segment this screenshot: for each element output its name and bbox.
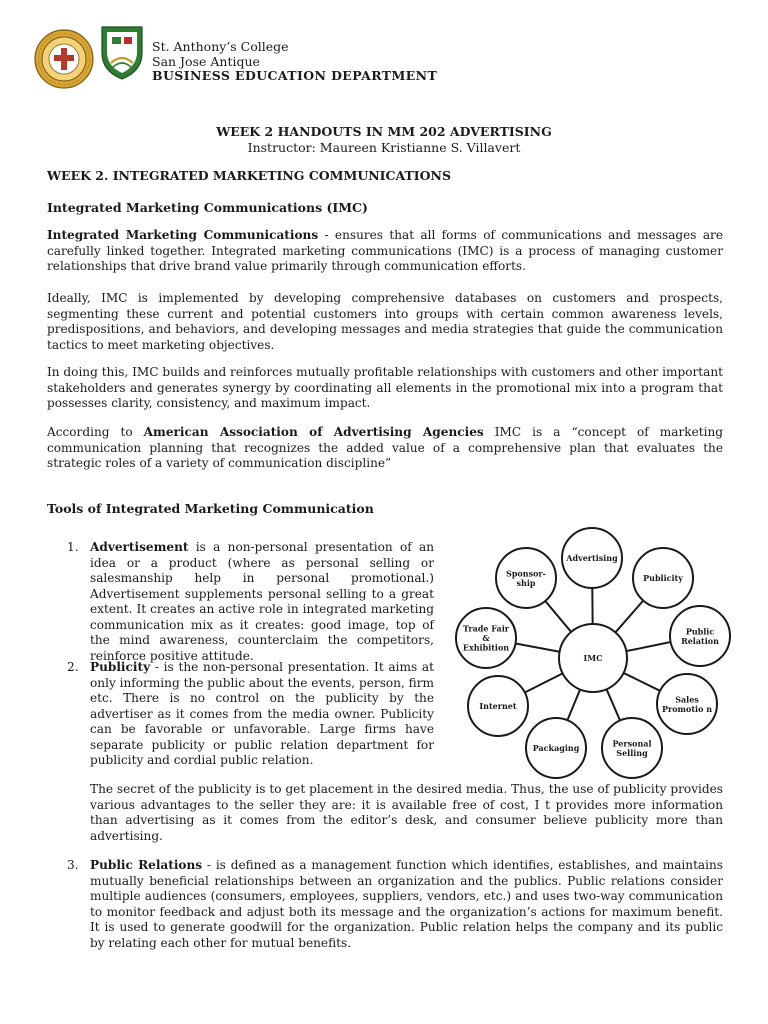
list-number: 2. bbox=[67, 660, 79, 674]
publicity-continuation: The secret of the publicity is to get placement in the desired media. Thus, the use of publicity provides various advantages to the seller they are: it is available free of cost, I t provides more information than advertising as it comes from the editor’s desk, and consumer believe publicity more than advertising. bbox=[90, 782, 723, 843]
diagram-node-label: & bbox=[482, 633, 490, 643]
diagram-spoke bbox=[624, 673, 661, 691]
list-item-public-relations: Public Relations - is defined as a management function which identifies, establishes, and maintains mutually beneficial relationships between an organization and the publics. Public relations consider multiple audiences (consumers, employees, suppliers, vendors, etc.) and uses two-way communication to monitor feedback and adjust both its message and the organization’s actions for maximum benefit. It is used to generate goodwill for the organization. Public relation helps the company and its public by relating each other for mutual benefits. bbox=[90, 858, 724, 950]
diagram-node-label: Personal bbox=[612, 738, 652, 749]
diagram-node-label: Internet bbox=[479, 701, 517, 711]
handout-title: WEEK 2 HANDOUTS IN MM 202 ADVERTISING bbox=[216, 124, 552, 139]
imc-tools-diagram bbox=[450, 526, 740, 780]
diagram-node-label: Public bbox=[685, 626, 715, 637]
list-item-advertisement: Advertisement is a non-personal presentation of an idea or a product (where as personal selling or salesmanship help in personal promotional.) Advertisement supplements personal selling to a great extent. It creates an active role in integrated marketing communication mix as it creates: good image, top of the mind awareness, counterclaim the competitors, reinforce positive attitude. bbox=[90, 540, 434, 663]
week-heading: WEEK 2. INTEGRATED MARKETING COMMUNICATIONS bbox=[47, 168, 451, 183]
diagram-node-label: Sponsor- bbox=[506, 568, 546, 579]
college-seal-logo bbox=[34, 29, 94, 89]
department-name: BUSINESS EDUCATION DEPARTMENT bbox=[152, 68, 438, 83]
paragraph-imc-definition: Integrated Marketing Communications - ensures that all forms of communications and messages are carefully linked together. Integrated marketing communications (IMC) is a process of managing customer relationships that drive brand value primarily through communication efforts. bbox=[47, 228, 723, 273]
college-location: San Jose Antique bbox=[152, 53, 260, 69]
diagram-node-label: Promotio n bbox=[661, 703, 713, 714]
list-number: 1. bbox=[67, 540, 79, 554]
diagram-node-label: Trade Fair bbox=[463, 623, 509, 634]
department-shield-logo bbox=[97, 23, 147, 83]
document-title bbox=[0, 124, 768, 156]
diagram-spoke bbox=[567, 689, 580, 720]
college-name: St. Anthony’s College bbox=[152, 39, 289, 54]
diagram-spoke bbox=[515, 644, 559, 652]
imc-heading: Integrated Marketing Communications (IMC) bbox=[47, 200, 368, 215]
diagram-node-label: Selling bbox=[616, 747, 648, 758]
diagram-node-label: Sales bbox=[675, 694, 699, 705]
diagram-spoke bbox=[607, 689, 621, 720]
diagram-node-label: Publicity bbox=[643, 573, 683, 583]
diagram-node-label: Relation bbox=[681, 635, 719, 646]
diagram-spoke bbox=[626, 642, 670, 651]
letterhead bbox=[152, 40, 437, 84]
list-number: 3. bbox=[67, 858, 79, 872]
diagram-spoke bbox=[545, 601, 571, 632]
paragraph-imc-relationships: In doing this, IMC builds and reinforces mutually profitable relationships with customers and other important stakeholders and generates synergy by coordinating all elements in the promotional mix into a program that possesses clarity, consistency, and maximum impact. bbox=[47, 365, 723, 410]
paragraph-aaaa-definition: According to American Association of Advertising Agencies IMC is a “concept of marketing communication planning that recognizes the added value of a comprehensive plan that evaluates the strategic roles of a variety of communication discipline” bbox=[47, 425, 723, 470]
diagram-node-label: Exhibition bbox=[462, 642, 510, 653]
list-item-publicity: Publicity - is the non-personal presentation. It aims at only informing the public about the events, person, firm etc. There is no control on the publicity by the advertiser as it comes from the media owner. Publicity can be favorable or unfavorable. Large firms have separate publicity or public relation department for publicity and cordial public relation. bbox=[90, 660, 434, 767]
diagram-node-label: Packaging bbox=[532, 743, 580, 753]
imc-diagram-svg bbox=[450, 526, 740, 780]
diagram-spoke bbox=[615, 601, 643, 633]
diagram-node-label: Advertising bbox=[566, 553, 618, 563]
paragraph-imc-implementation: Ideally, IMC is implemented by developing comprehensive databases on customers and prospects, segmenting these current and potential customers into groups with certain common awareness levels, predispositions, and behaviors, and developing messages and media strategies that guide the communication tactics to meet marketing objectives. bbox=[47, 291, 723, 352]
diagram-node-label: ship bbox=[516, 577, 536, 588]
diagram-center-label: IMC bbox=[583, 653, 603, 663]
instructor-line: Instructor: Maureen Kristianne S. Villavert bbox=[247, 140, 521, 155]
diagram-spoke bbox=[525, 673, 563, 692]
tools-heading: Tools of Integrated Marketing Communication bbox=[47, 501, 374, 516]
